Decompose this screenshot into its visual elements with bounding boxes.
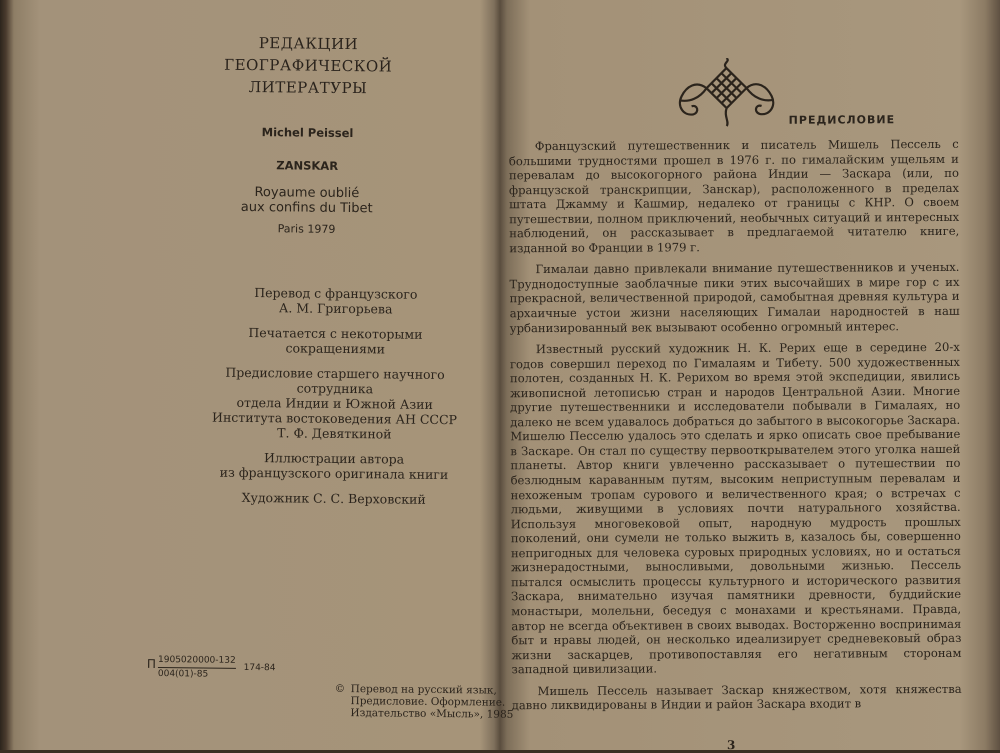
original-author: Michel Peissel (261, 125, 354, 141)
credit-line: Перевод с французского (254, 285, 418, 302)
endless-knot-ornament-icon (671, 58, 781, 129)
body-paragraph: Мишель Пессель называет Заскар княжеством, хотя княжества давно ликвидированы в Индии и район Заскара входит в (511, 681, 962, 713)
abridged-note: Печатается с некоторыми сокращениями (248, 324, 423, 357)
credit-line: из французского оригинала книги (219, 464, 449, 483)
original-title: ZANSKAR (276, 158, 339, 173)
copyright-line: Перевод на русский язык, (350, 683, 497, 697)
left-page (6, 0, 514, 753)
copyright-icon: © (334, 682, 346, 696)
credit-line: Предисловие старшего научного сотрудника (225, 364, 445, 397)
code-suffix: 174-84 (243, 662, 276, 674)
credit-line: отдела Индии и Южной Азии (236, 394, 433, 412)
credit-line: А. М. Григорьева (278, 300, 393, 317)
subtitle-line: aux confins du Tibet (240, 199, 373, 217)
illustrations-credit (199, 449, 469, 482)
credit-line: Т. Ф. Девяткиной (277, 425, 392, 442)
credit-line: Института востоковедения АН СССР (212, 409, 458, 428)
translation-credit (201, 284, 471, 317)
code-letter: П (146, 656, 157, 672)
original-subtitle (182, 184, 432, 217)
body-paragraph: Гималаи давно привлекали внимание путешественников и ученых. Труднодоступные заоблачные пики этих высочайших в мире гор с их прекрасной, величественной природой, самобытная древняя культура и архаичные устои жизни населяющих Гималаи народностей в наш урбанизированный век вызывают особенно огромный интерес. (509, 260, 960, 335)
body-paragraph: Известный русский художник Н. К. Рерих еще в середине 20-х годов совершил переход по Гималаям и Тибету. 500 художественных полотен, созданных Н. К. Рерихом во время этой экспедиции, явились живописной летописью стран и народов Центральной Азии. Многие другие путешественники и исследователи побывали в Гималаях, но далеко не всем удавалось добраться до забытого в высокогорье Заскара. Мишелю Песселю удалось это сделать и ярко описать свое пребывание в Заскаре. Он стал по существу первооткрывателем этого уголка нашей планеты. Автор книги увлеченно рассказывает о путешествии по безлюдным караванным путям, высоким неприступным перевалам и нехоженым тропам сурового и величественного края; о встречах с людьми, живущими в условиях почти натурального хозяйства. Используя многовековой опыт, народную мудрость прошлых поколений, они сумели не только выжить в, казалось бы, совершенно непригодных для человека суровых природных условиях, но и остаться жизнерадостными, выносливыми, довольными жизнью. Пессель пытался осмыслить процессы культурного и исторического развития Заскара, внимательно изучая памятники древности, буддийские монастыри, молельни, беседуя с монахами и крестьянами. Правда, автор не всегда объективен в своих выводах. Восторженно воспринимая быт и нравы людей, он несколько идеализирует средневековый образ жизни заскарцев, противопоставляя его негативным сторонам западной цивилизации. (509, 339, 962, 677)
code-numerator: 1905020000-132 (158, 654, 236, 669)
artist-credit: Художник С. С. Верховский (241, 489, 426, 507)
preface-credit (199, 364, 470, 442)
original-place-year: Paris 1979 (277, 222, 336, 236)
preface-heading: ПРЕДИСЛОВИЕ (788, 113, 896, 127)
catalog-code (147, 654, 276, 682)
subtitle-line: Royaume oublié (254, 185, 360, 202)
preface-body (509, 137, 962, 720)
code-denominator: 004(01)-85 (157, 669, 209, 680)
code-fraction (158, 654, 236, 682)
publisher-name: РЕДАКЦИИ ГЕОГРАФИЧЕСКОЙ ЛИТЕРАТУРЫ (224, 34, 393, 98)
credit-line: Иллюстрации автора (263, 450, 405, 467)
right-page (503, 0, 997, 751)
copyright-line: Предисловие. Оформление. (350, 695, 506, 709)
page-number: 3 (726, 738, 736, 753)
credits-block (199, 284, 471, 517)
copyright-line: Издательство «Мысль», 1985 (350, 707, 514, 721)
body-paragraph: Французский путешественник и писатель Мишель Пессель с большими трудностями прошел в 1976 г. по гималайским ущельям и перевалам до высокогорного района Индии — Заскара (или, по французской транскрипции, Занскар), расположенного в пределах штата Джамму и Кашмир, недалеко от границы с КНР. О своем путешествии, полном приключений, необычных ситуаций и интересных наблюдений, он рассказывает в предлагаемой читателю книге, изданной во Франции в 1979 г. (508, 136, 960, 256)
